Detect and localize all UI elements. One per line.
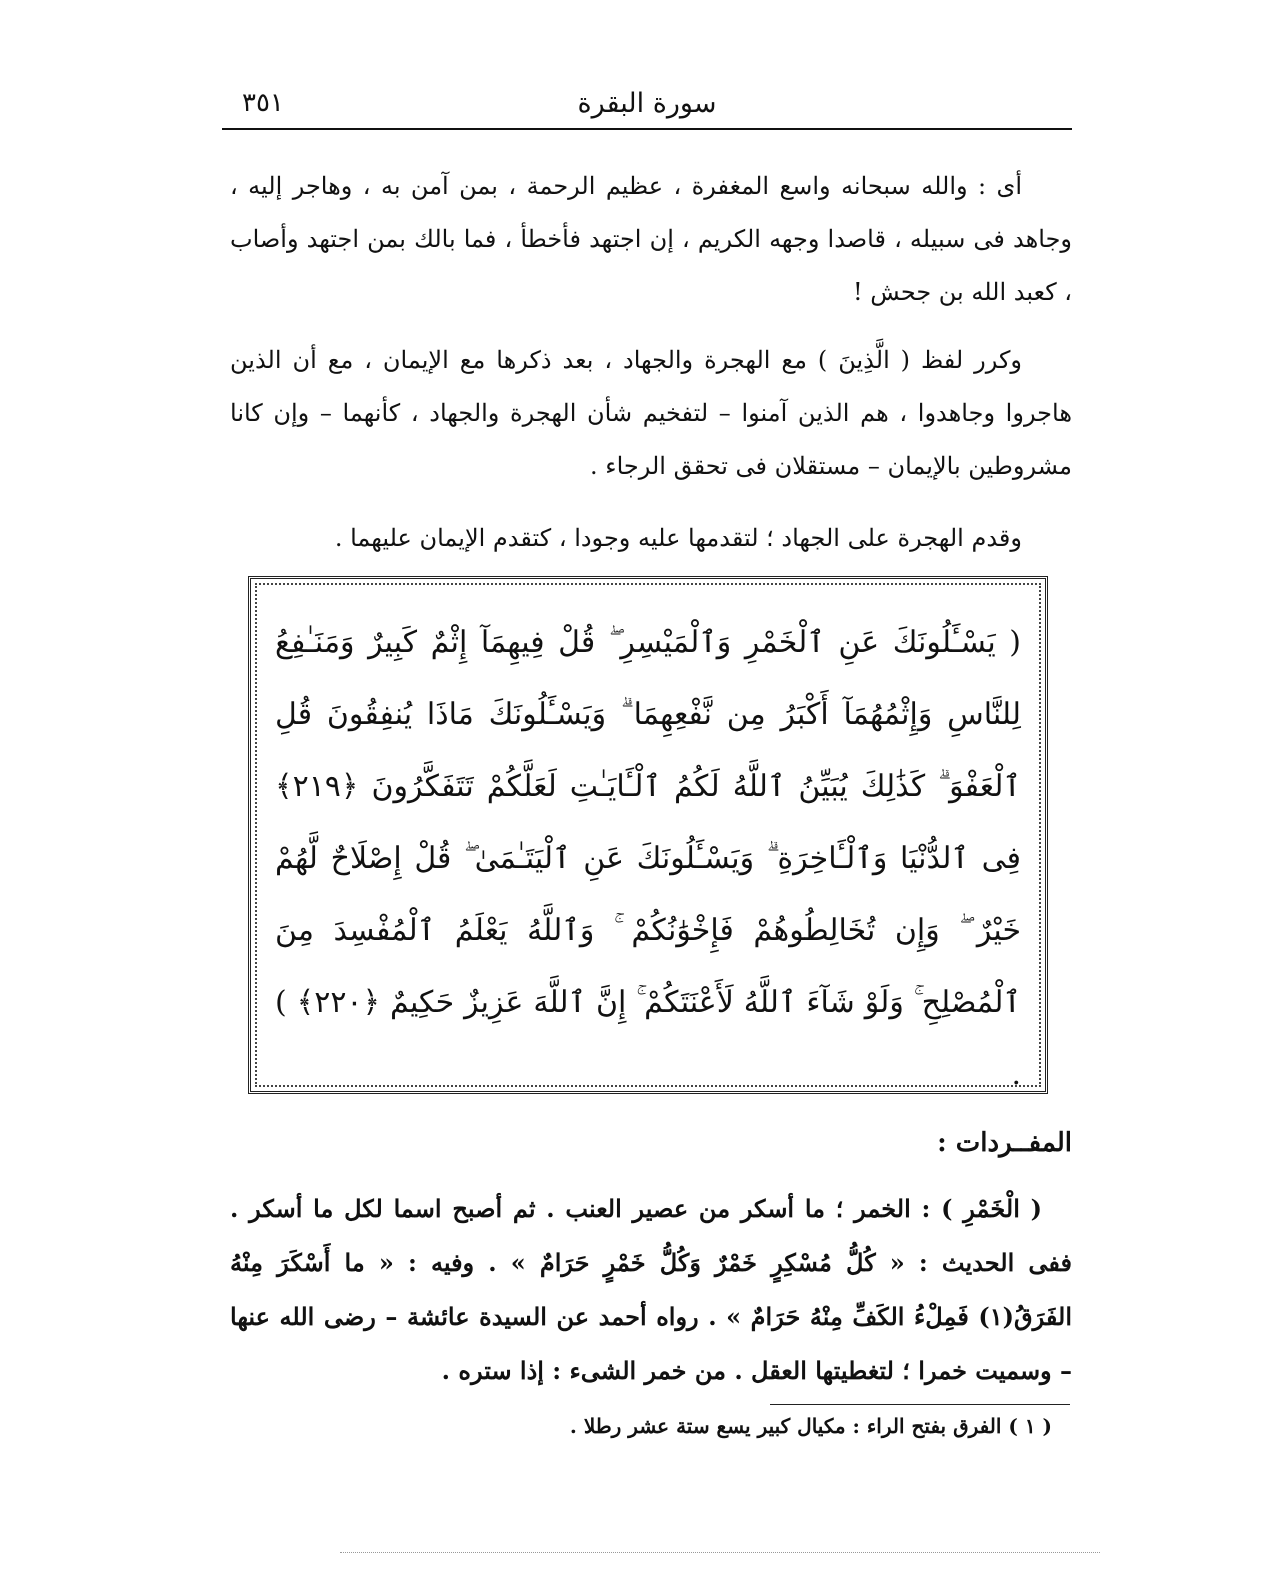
verse-frame xyxy=(248,576,1048,1094)
page-bottom-edge xyxy=(340,1552,1100,1553)
footnote-divider xyxy=(770,1404,1070,1405)
page-number: ٣٥١ xyxy=(242,88,284,118)
commentary-paragraph-1: أى : والله سبحانه واسع المغفرة ، عظيم الرحمة ، بمن آمن به ، وهاجر إليه ، وجاهد فى سبيله ، قاصدا وجهه الكريم ، إن اجتهد فأخطأ ، فما بالك بمن اجتهد وأصاب ، كعبد الله بن جحش ! xyxy=(230,172,1072,306)
surah-title: سورة البقرة xyxy=(577,88,717,119)
page-header xyxy=(222,82,1072,130)
commentary-paragraph-2: وكرر لفظ ( الَّذِينَ ) مع الهجرة والجهاد ، بعد ذكرها مع الإيمان ، مع أن الذين هاجروا وجاهدوا ، هم الذين آمنوا – لتفخيم شأن الهجرة والجهاد ، كأنهما – وإن كانا مشروطين بالإيمان – مستقلان فى تحقق الرجاء . xyxy=(230,346,1072,480)
vocabulary-paragraph: ( الْخَمْرِ ) : الخمر ؛ ما أسكر من عصير العنب . ثم أصبح اسما لكل ما أسكر . ففى الحديث : « كُلُّ مُسْكِرٍ خَمْرٌ وَكُلُّ خَمْرٍ حَرَامٌ » . وفيه : « ما أَسْكَرَ مِنْهُ الفَرَقُ(١) فَمِلْءُ الكَفِّ مِنْهُ حَرَامٌ » . رواه أحمد عن السيدة عائشة – رضى الله عنها – وسميت خمرا ؛ لتغطيتها العقل . من خمر الشىء : إذا ستره . xyxy=(230,1194,1072,1385)
footnote: ( ١ ) الفرق بفتح الراء : مكيال كبير يسع ستة عشر رطلا . xyxy=(569,1414,1052,1438)
quran-verse-text: ( يَسْـَٔلُونَكَ عَنِ ٱلْخَمْرِ وَٱلْمَيْسِرِ ۖ قُلْ فِيهِمَآ إِثْمٌ كَبِيرٌ وَمَنَـٰفِعُ لِلنَّاسِ وَإِثْمُهُمَآ أَكْبَرُ مِن نَّفْعِهِمَا ۗ وَيَسْـَٔلُونَكَ مَاذَا يُنفِقُونَ قُلِ ٱلْعَفْوَ ۗ كَذَٰلِكَ يُبَيِّنُ ٱللَّهُ لَكُمُ ٱلْـَٔايَـٰتِ لَعَلَّكُمْ تَتَفَكَّرُونَ ﴿٢١٩﴾ فِى ٱلدُّنْيَا وَٱلْـَٔاخِرَةِ ۗ وَيَسْـَٔلُونَكَ عَنِ ٱلْيَتَـٰمَىٰ ۖ قُلْ إِصْلَاحٌ لَّهُمْ خَيْرٌ ۖ وَإِن تُخَالِطُوهُمْ فَإِخْوَٰنُكُمْ ۚ وَٱللَّهُ يَعْلَمُ ٱلْمُفْسِدَ مِنَ ٱلْمُصْلِحِ ۚ وَلَوْ شَآءَ ٱللَّهُ لَأَعْنَتَكُمْ ۚ إِنَّ ٱللَّهَ عَزِيزٌ حَكِيمٌ ﴿٢٢٠﴾ ) . xyxy=(275,625,1021,1092)
vocabulary-heading: المفــردات : xyxy=(937,1128,1072,1158)
commentary-paragraph-3: وقدم الهجرة على الجهاد ؛ لتقدمها عليه وجودا ، كتقدم الإيمان عليهما . xyxy=(334,524,1022,552)
